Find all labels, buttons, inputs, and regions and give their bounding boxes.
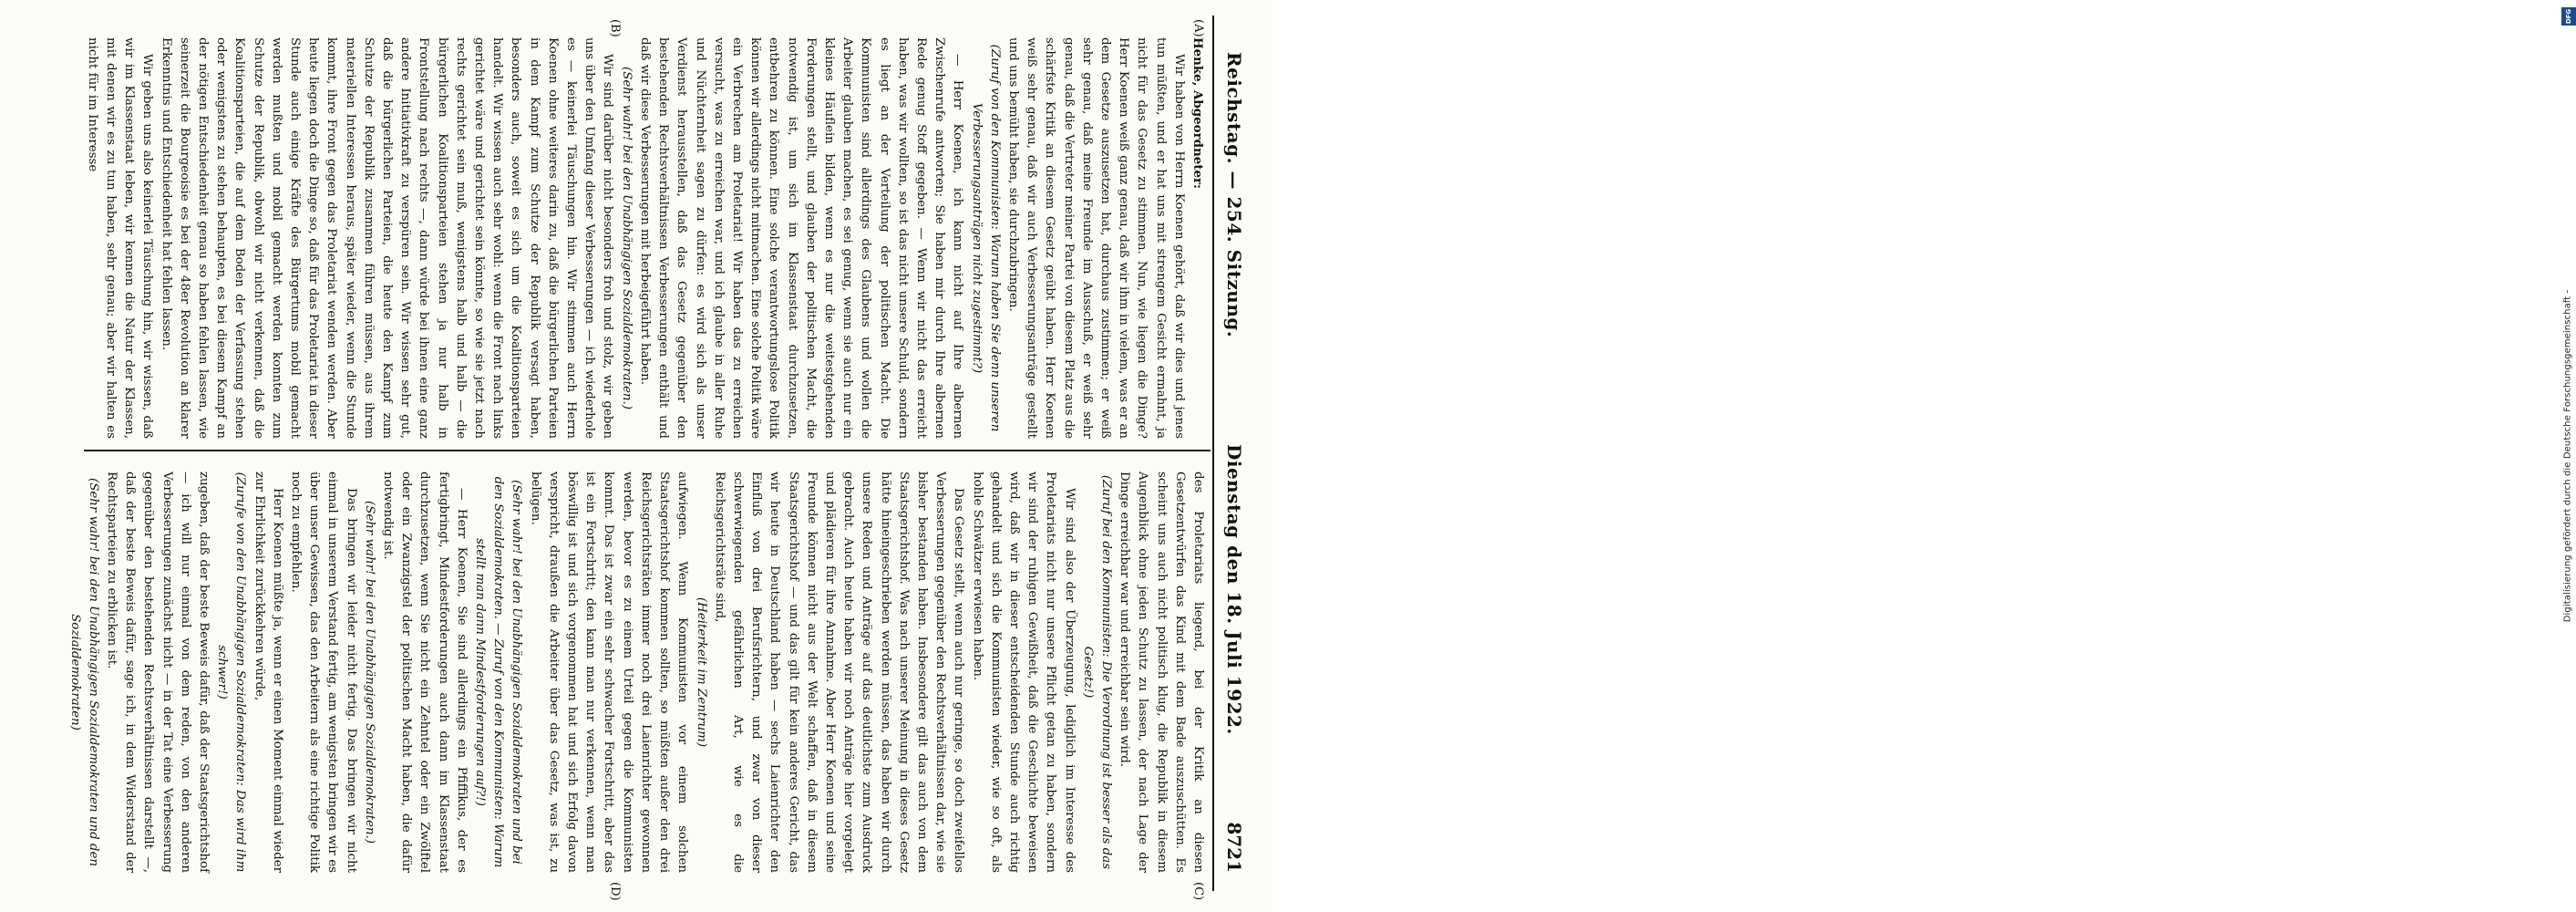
paragraph: Wir geben uns also keinerlei Täuschung hin, wir wissen, daß wir im Klassenstaat leben, wir kennen die Natur der Klassen, mit denen wir es zu tun haben, sehr genau; aber wir halten es nicht für im Interesse	[85, 37, 155, 439]
page-number: 8721	[1223, 822, 1245, 873]
paragraph: Das Gesetz stellt, wenn auch nur geringe, so doch zweifellos Verbesserungen gegenüber den Rechtsverhältnissen dar, wie sie bisher bestanden haben. Insbesondere gilt das auch von dem Staatsgerichtshof. Was nach unserer Meinung in dieses Gesetz hätte hineingeschrieben werden müssen, das haben wir durch unsere Reden und Anträge auf das deutlichste zum Ausdruck gebracht. Auch heute haben wir noch Anträge hier vorgelegt und plädieren für ihre Annahme. Aber Herr Koenen und seine Freunde können nicht aus der Welt schaffen, daß in diesem Staatsgerichtshof — und das gilt für kein anderes Gericht, das wir heute in Deutschland haben — sechs Laienrichter den Einfluß von drei Berufsrichtern, und zwar von dieser schwerwiegenden gefährlichen Art, wie es die Reichsgerichtsräte sind,	[712, 472, 966, 873]
page-header	[1212, 16, 1251, 891]
interjection: (Heiterkeit im Zentrum)	[694, 596, 708, 748]
interjection: (Zuruf bei den Kommunisten: Die Verordnung ist besser als das Gesetz!)	[1080, 474, 1113, 870]
paragraph: Wir sind darüber nicht besonders froh und stolz, wir geben uns über den Umfang dieser Verbesserungen — ich wiederhole es — keinerlei Täuschungen hin. Wir stimmen auch Herrn Koenen ohne weiteres darin zu, daß die bürgerlichen Parteien in dem Kampf zum Schutze der Republik versagt haben, besonders auch, soweit es sich um die Koalitionsparteien handelt. Wir wissen auch sehr wohl: wenn die Front nach links gerichtet wäre und gerichtet sein könnte, so wie sie jetzt nach rechts gerichtet sein muß, wenigstens halb und halb — die bürgerlichen Koalitionsparteien stehen ja nur halb in Frontstellung nach rechts —, dann würde bei ihnen eine ganz andere Initiativkraft zu verspüren sein. Wir wissen sehr gut, daß die bürgerlichen Parteien, die heute den Kampf zum Schutze der Republik zusammen führen müssen, aus ihrem materiellen Interessen heraus, später wieder, wenn die Stunde kommt, ihre Front gegen das Proletariat wenden werden. Aber heute liegen doch die Dinge so, daß für das Proletariat in dieser Stunde auch einige Kräfte des Bürgertums mobil gemacht werden mußten und mobil gemacht werden konnten zum Schutze der Republik, obwohl wir nicht verkennen, daß die Koalitionsparteien, die auf dem Boden der Verfassung stehen oder wenigstens zu stehen behaupten, es bei diesem Kampf an der nötigen Entschiedenheit genau so haben fehlen lassen, wie seinerzeit die Bourgeoisie es bei der 48er Revolution an klarer Erkenntnis und Entschiedenheit hat fehlen lassen.	[159, 37, 615, 439]
paragraph: des Proletariats liegend, bei der Kritik an diesen Gesetzentwürfen das Kind mit dem Bade auszuschütten. Es scheint uns auch nicht politisch klug, die Republik in diesem Augenblick ohne jeden Schutz zu lassen, der nach Lage der Dinge erreichbar war und erreichbar sein wird.	[1118, 472, 1205, 873]
interjection: (Sehr wahr! bei den Unabhängigen Sozialdemokraten.)	[362, 500, 376, 845]
interjection: (Zurufe von den Unabhängigen Sozialdemokraten: Das wird ihm schwer!)	[215, 472, 248, 873]
paragraph: Wir sind also der Überzeugung, lediglich im Interesse des Proletariats nicht nur unsere Pflicht getan zu haben, sondern wir sind der ruhigen Gewißheit, daß die Geschichte beweisen wird, daß wir in dieser entscheidenden Stunde auch richtig gehandelt und sich die Kommunisten wieder, wie so oft, als hohle Schwätzer erwiesen haben.	[970, 472, 1077, 873]
margin-marker-c: (C)	[1191, 882, 1205, 901]
interjection: (Zuruf von den Kommunisten: Warum haben Sie denn unseren Verbesserungsanträgen nicht zugestimmt?)	[969, 44, 1002, 432]
session-date: Dienstag den 18. Juli 1922.	[1223, 444, 1245, 735]
session-title: Reichstag. — 254. Sitzung.	[1223, 52, 1245, 338]
newspaper-page	[67, 16, 1251, 901]
paragraph: — Herr Koenen, Sie sind allerdings ein Pfiffikus, der es fertigbringt, Mindestforderungen auch dann im Klassenstaat durchzusetzen, wenn Sie nicht ein Zehntel oder ein Zwölftel oder ein Zwanzigstel der politischen Macht haben, die dafür notwendig ist.	[381, 472, 469, 873]
paragraph: aufwiegen. Wenn Kommunisten vor einem solchen Staatsgerichtshof kommen sollten, so müßten außer den drei Reichsgerichtsräten immer noch drei Laienrichter gewonnen werden, bevor es zu einem Urteil gegen die Kommunisten kommt. Das ist zwar ein sehr schwacher Fortschritt, aber das ist ein Fortschritt; den kann man nur verkennen, wenn man böswillig ist und sich vorgenommen hat und sich Erfolg davon verspricht, draußen die Arbeiter über das Gesetz, was ist, zu belügen.	[528, 472, 690, 873]
column-divider	[84, 450, 1211, 451]
margin-marker-d: (D)	[608, 882, 622, 901]
left-column	[85, 19, 1207, 439]
digitization-credit-strip	[1273, 0, 2573, 912]
interjection: (Sehr wahr! bei den Unabhängigen Sozialdemokraten und den Sozialdemokraten)	[67, 477, 100, 867]
interjection: (Sehr wahr! bei den Unabhängigen Sozialdemokraten.)	[619, 66, 634, 410]
paragraph: Herr Koenen müßte ja, wenn er einen Moment einmal wieder zur Ehrlichkeit zurückkehren würde,	[252, 472, 284, 873]
interjection: (Sehr wahr! bei den Unabhängigen Sozialdemokraten und bei den Sozialdemokraten. — Zuruf von den Kommunisten: Warum stellt man dann Mindestforderungen auf?!)	[473, 476, 524, 868]
dfg-logo-icon: DFG	[2561, 7, 2576, 26]
paragraph: zugeben, daß der beste Beweis dafür, daß der Staatsgerichtshof — ich will nur einmal von dem reden, von den anderen Verbesserungen zunächst nicht — in der Tat eine Verbesserung gegenüber den bestehenden Rechtsverhältnissen darstellt —, daß der beste Beweis dafür, sage ich, in dem Widerstand der Rechtsparteien zu erblicken ist.	[105, 472, 211, 873]
paragraph: Das bringen wir leider nicht fertig. Das bringen wir nicht einmal in unserem Verstand fertig, am wenigsten bringen wir es über unser Gewissen, das den Arbeitern als eine richtige Politik noch zu empfehlen.	[289, 472, 358, 873]
paragraph: — Herr Koenen, ich kann nicht auf Ihre albernen Zwischenrufe antworten; Sie haben mir durch Ihre albernen Rede genug Stoff gegeben. — Wenn wir nicht das erreicht haben, was wir wollten, so ist das nicht unsere Schuld, sondern es liegt an der Verteilung der politischen Macht. Die Kommunisten sind allerdings des Glaubens und wollen die Arbeiter glauben machen, es sei genug, wenn sie auch nur ein kleines Häuflein bilden, wenn es nur die weitestgehenden Forderungen stellt, und glauben der politischen Macht, die notwendig ist, um sich im Klassenstaat durchzusetzen, entbehren zu können. Eine solche verantwortungslose Politik können wir allerdings nicht mitmachen. Eine solche Politik wäre ein Verbrechen am Proletariat! Wir haben das zu erreichen versucht, was zu erreichen war, und ich glaube in aller Ruhe und Nüchternheit sagen zu dürfen: es wird sich als unser Verdienst herausstellen, daß das Gesetz gegenüber den bestehenden Rechtsverhältnissen Verbesserungen enthält und daß wir diese Verbesserungen mit herbeigeführt haben.	[637, 37, 965, 439]
digitization-credit-text: Digitalisierung gefördert durch die Deutsche Forschungsgemeinschaft -	[2562, 289, 2573, 623]
speaker-name: Henke, Abgeordneter:	[1190, 37, 1205, 189]
paragraph: Wir haben von Herrn Koenen gehört, daß wir dies und jenes tun müßten, und er hat uns mit strengem Gesicht ermahnt, ja nicht für das Gesetz zu stimmen. Nun, wie liegen die Dinge? Herr Koenen weiß ganz genau, daß wir ihm in vielem, was er an dem Gesetze auszusetzen hat, durchaus zustimmen; er weiß sehr genau, daß meine Freunde im Ausschuß, er weiß sehr genau, daß die Vertreter meiner Partei von diesem Platz aus die schärfste Kritik an diesem Gesetz geübt haben. Herr Koenen weiß sehr genau, daß wir auch Verbesserungsanträge gestellt und uns bemüht haben, sie durchzubringen.	[1005, 37, 1186, 439]
margin-marker-a: (A)	[1191, 19, 1205, 37]
right-column	[67, 472, 1207, 901]
margin-marker-b: (B)	[608, 19, 622, 37]
